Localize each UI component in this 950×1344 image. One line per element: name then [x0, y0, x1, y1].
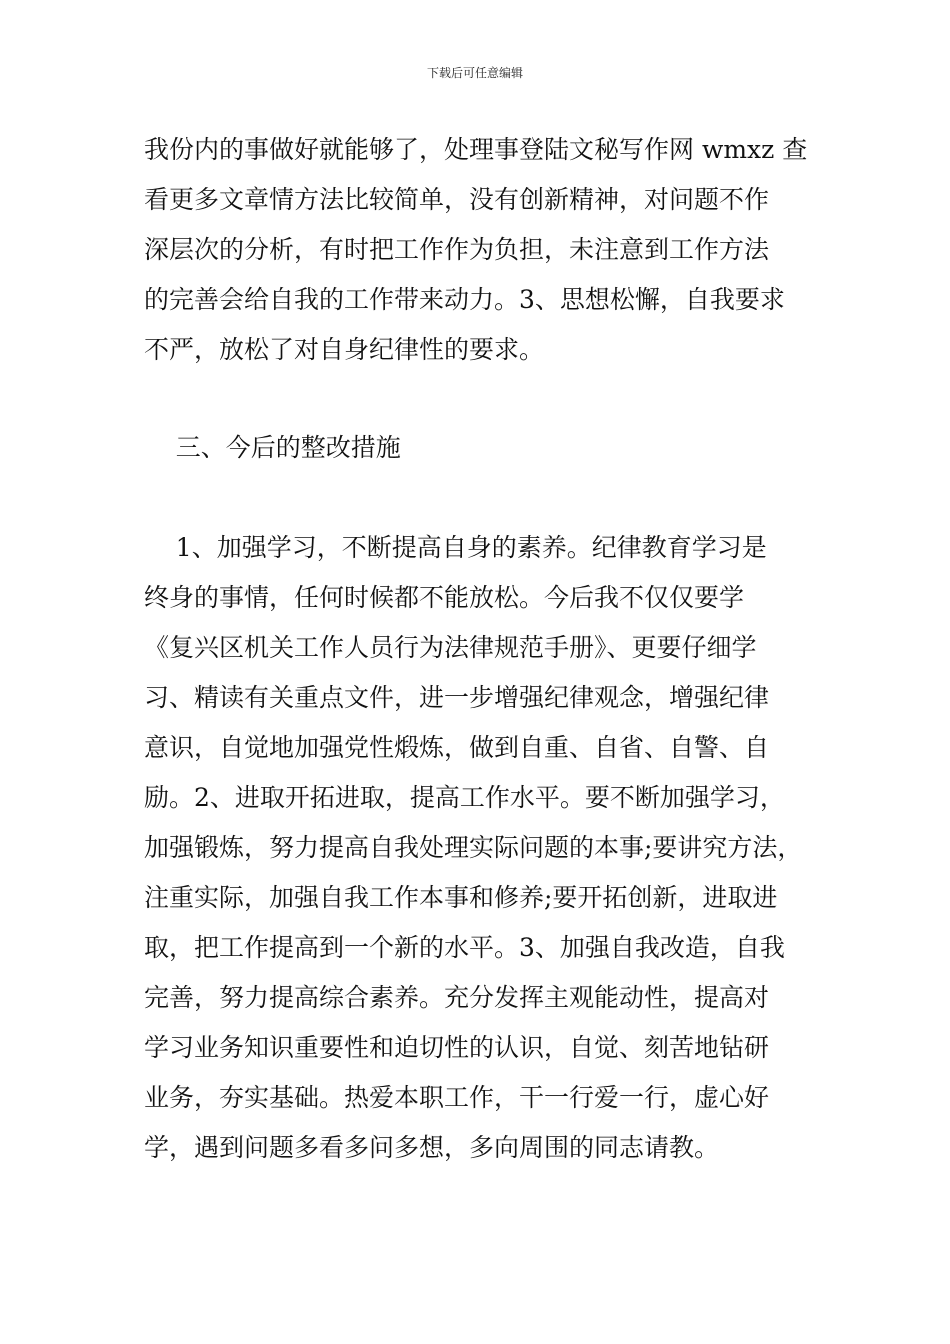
body-line: 终身的事情，任何时候都不能放松。今后我不仅仅要学 [144, 583, 745, 612]
body-line: 励。2、进取开拓进取，提高工作水平。要不断加强学习， [144, 783, 785, 812]
body-line: 不严，放松了对自身纪律性的要求。 [144, 335, 545, 364]
body-line: 意识，自觉地加强党性煅炼，做到自重、自省、自警、自 [144, 733, 770, 762]
body-line: 学，遇到问题多看多问多想，多向周围的同志请教。 [144, 1133, 720, 1162]
body-line: 《复兴区机关工作人员行为法律规范手册》、更要仔细学 [144, 633, 757, 662]
body-line: 的完善会给自我的工作带来动力。3、思想松懈，自我要求 [144, 285, 785, 314]
body-line: 习、精读有关重点文件，进一步增强纪律观念，增强纪律 [144, 683, 770, 712]
body-line: 取，把工作提高到一个新的水平。3、加强自我改造，自我 [144, 933, 785, 962]
body-line: 看更多文章情方法比较简单，没有创新精神，对问题不作 [144, 185, 770, 214]
section-heading: 三、今后的整改措施 [144, 433, 401, 462]
body-line: 学习业务知识重要性和迫切性的认识，自觉、刻苦地钻研 [144, 1033, 770, 1062]
body-line: 完善，努力提高综合素养。充分发挥主观能动性，提高对 [144, 983, 770, 1012]
body-line: 注重实际，加强自我工作本事和修养;要开拓创新，进取进 [144, 883, 778, 912]
body-line: 深层次的分析，有时把工作作为负担，未注意到工作方法 [144, 235, 770, 264]
body-line: 1、加强学习，不断提高自身的素养。纪律教育学习是 [144, 533, 767, 562]
body-line: 我份内的事做好就能够了，处理事登陆文秘写作网 wmxz 查 [144, 135, 808, 164]
body-line: 业务，夯实基础。热爱本职工作，干一行爱一行，虚心好 [144, 1083, 770, 1112]
body-line: 加强锻炼，努力提高自我处理实际问题的本事;要讲究方法， [144, 833, 803, 862]
page-header: 下载后可任意编辑 [426, 66, 523, 80]
